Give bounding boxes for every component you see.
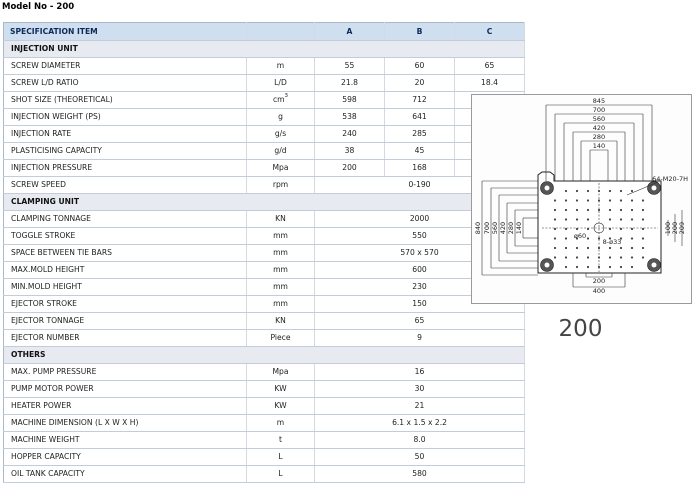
spec-item-cell: HEATER POWER (4, 398, 247, 415)
threaded-hole (565, 190, 567, 192)
table-row (4, 126, 525, 143)
unit-text: mm (273, 248, 288, 257)
threaded-hole (587, 266, 589, 268)
spec-item-cell: EJECTOR STROKE (4, 296, 247, 313)
bolt-pattern-label: 64-M20-7H (652, 175, 688, 183)
header-spec-item: SPECIFICATION ITEM (4, 23, 247, 41)
specification-table (3, 22, 525, 483)
value-cell: 0-190 (315, 177, 525, 194)
table-row (4, 279, 525, 296)
value-cell: 150 (315, 296, 525, 313)
unit-text: Piece (270, 333, 291, 342)
table-row (4, 75, 525, 92)
header-c: C (455, 23, 525, 41)
threaded-hole (609, 266, 611, 268)
threaded-hole (631, 199, 633, 201)
threaded-hole (587, 228, 589, 230)
table-row (4, 177, 525, 194)
unit-text: Mpa (272, 163, 289, 172)
table-row (4, 313, 525, 330)
table-row (4, 330, 525, 347)
unit-text: g/s (274, 129, 287, 138)
ejector-holes-label: 8-ø33 (602, 238, 622, 246)
spec-item-cell: SCREW SPEED (4, 177, 247, 194)
spec-item-cell: EJECTOR TONNAGE (4, 313, 247, 330)
threaded-hole (587, 237, 589, 239)
unit-cell (247, 381, 315, 398)
value-cell-c: 65 (455, 58, 525, 75)
threaded-hole (554, 256, 556, 258)
header-a: A (315, 23, 385, 41)
unit-cell (247, 143, 315, 160)
threaded-hole (598, 199, 600, 201)
spec-item-cell: MACHINE WEIGHT (4, 432, 247, 449)
header-b: B (385, 23, 455, 41)
threaded-hole (587, 199, 589, 201)
unit-cell (247, 58, 315, 75)
value-cell-b: 45 (385, 143, 455, 160)
left-dimension-label-560: 560 (491, 221, 499, 235)
threaded-hole (565, 247, 567, 249)
platen-drawing-svg (472, 95, 691, 303)
unit-cell (247, 398, 315, 415)
table-row (4, 364, 525, 381)
threaded-hole (576, 199, 578, 201)
table-row (4, 211, 525, 228)
threaded-hole (554, 209, 556, 211)
threaded-hole (587, 256, 589, 258)
unit-cell (247, 415, 315, 432)
unit-cell (247, 262, 315, 279)
right-dimension-label-209: 209 (678, 221, 686, 235)
threaded-hole (554, 199, 556, 201)
threaded-hole (565, 256, 567, 258)
right-dimension-label-100: 100 (664, 221, 672, 235)
table-row (4, 160, 525, 177)
unit-cell (247, 92, 315, 109)
section-row-clamping-unit (4, 194, 525, 211)
spec-item-cell: INJECTION PRESSURE (4, 160, 247, 177)
table-row (4, 109, 525, 126)
unit-text: m (276, 61, 285, 70)
table-row (4, 228, 525, 245)
value-cell: 50 (315, 449, 525, 466)
threaded-hole (576, 266, 578, 268)
threaded-hole (598, 256, 600, 258)
value-cell-c: 18.4 (455, 75, 525, 92)
spec-item-cell: INJECTION RATE (4, 126, 247, 143)
value-cell-b: 20 (385, 75, 455, 92)
table-row (4, 415, 525, 432)
spec-item-cell: SCREW DIAMETER (4, 58, 247, 75)
value-cell-b: 60 (385, 58, 455, 75)
threaded-hole (565, 228, 567, 230)
unit-cell (247, 109, 315, 126)
unit-text: L (278, 452, 283, 461)
threaded-hole (609, 256, 611, 258)
value-cell: 30 (315, 381, 525, 398)
threaded-hole (609, 218, 611, 220)
spec-item-cell: SHOT SIZE (THEORETICAL) (4, 92, 247, 109)
value-cell: 6.1 x 1.5 x 2.2 (315, 415, 525, 432)
unit-cell (247, 466, 315, 483)
header-unit (247, 23, 315, 41)
threaded-hole (554, 237, 556, 239)
unit-text: mm (273, 265, 288, 274)
table-row (4, 58, 525, 75)
platen-drawing (471, 94, 692, 304)
value-cell-a: 38 (315, 143, 385, 160)
threaded-hole (620, 218, 622, 220)
threaded-hole (620, 190, 622, 192)
spec-item-cell: MAX. PUMP PRESSURE (4, 364, 247, 381)
left-dimension-label-840: 840 (474, 221, 482, 235)
table-row (4, 432, 525, 449)
unit-text: KN (275, 316, 286, 325)
model-number-label: 200 (558, 316, 603, 342)
value-cell-a: 200 (315, 160, 385, 177)
threaded-hole (620, 228, 622, 230)
threaded-hole (565, 266, 567, 268)
threaded-hole (631, 237, 633, 239)
unit-text: mm (273, 282, 288, 291)
threaded-hole (587, 190, 589, 192)
table-row (4, 143, 525, 160)
tie-bar-hole-center (652, 263, 657, 268)
threaded-hole (620, 199, 622, 201)
value-cell: 65 (315, 313, 525, 330)
value-cell: 550 (315, 228, 525, 245)
spec-item-cell: SCREW L/D RATIO (4, 75, 247, 92)
threaded-hole (631, 247, 633, 249)
table-row (4, 466, 525, 483)
unit-text: t (279, 435, 282, 444)
unit-cell (247, 177, 315, 194)
threaded-hole (631, 266, 633, 268)
spec-item-cell: TOGGLE STROKE (4, 228, 247, 245)
unit-cell (247, 160, 315, 177)
unit-cell (247, 245, 315, 262)
top-dimension-label-280: 280 (592, 133, 606, 141)
threaded-hole (620, 247, 622, 249)
spec-item-cell: EJECTOR NUMBER (4, 330, 247, 347)
top-dimension-label-420: 420 (592, 124, 606, 132)
unit-cell (247, 279, 315, 296)
threaded-hole (598, 247, 600, 249)
value-cell-a: 598 (315, 92, 385, 109)
unit-text: cm (272, 95, 285, 104)
threaded-hole (554, 218, 556, 220)
unit-cell (247, 330, 315, 347)
threaded-hole (576, 228, 578, 230)
spec-item-cell: OIL TANK CAPACITY (4, 466, 247, 483)
threaded-hole (642, 209, 644, 211)
value-cell: 580 (315, 466, 525, 483)
spec-item-cell: SPACE BETWEEN TIE BARS (4, 245, 247, 262)
threaded-hole (642, 237, 644, 239)
threaded-hole (631, 256, 633, 258)
unit-text: KN (275, 214, 286, 223)
left-dimension-label-140: 140 (515, 221, 523, 235)
threaded-hole (565, 199, 567, 201)
top-dimension-label-700: 700 (592, 106, 606, 114)
threaded-hole (609, 190, 611, 192)
threaded-hole (554, 228, 556, 230)
unit-text: g (278, 112, 283, 121)
threaded-hole (609, 228, 611, 230)
table-row (4, 381, 525, 398)
value-cell: 2000 (315, 211, 525, 228)
threaded-hole (565, 209, 567, 211)
value-cell: 600 (315, 262, 525, 279)
tie-bar-hole-center (652, 186, 657, 191)
threaded-hole (576, 190, 578, 192)
top-dimension-label-845: 845 (592, 97, 606, 105)
top-dimension-label-140: 140 (592, 142, 606, 150)
threaded-hole (587, 218, 589, 220)
threaded-hole (642, 256, 644, 258)
threaded-hole (587, 209, 589, 211)
right-dimension-label-200: 200 (671, 221, 679, 235)
threaded-hole (598, 266, 600, 268)
unit-cell (247, 228, 315, 245)
threaded-hole (642, 228, 644, 230)
table-row (4, 449, 525, 466)
threaded-hole (609, 209, 611, 211)
value-cell-b: 712 (385, 92, 455, 109)
value-cell-b: 641 (385, 109, 455, 126)
top-dimension-label-560: 560 (592, 115, 606, 123)
spec-item-cell: PLASTICISING CAPACITY (4, 143, 247, 160)
threaded-hole (642, 199, 644, 201)
spec-item-cell: HOPPER CAPACITY (4, 449, 247, 466)
spec-item-cell: INJECTION WEIGHT (PS) (4, 109, 247, 126)
threaded-hole (631, 190, 633, 192)
threaded-hole (620, 256, 622, 258)
threaded-hole (587, 247, 589, 249)
threaded-hole (631, 218, 633, 220)
spec-item-cell: CLAMPING TONNAGE (4, 211, 247, 228)
unit-text: L/D (274, 78, 287, 87)
unit-cell (247, 211, 315, 228)
spec-item-cell: PUMP MOTOR POWER (4, 381, 247, 398)
unit-text: KW (274, 384, 287, 393)
unit-text: m (276, 418, 285, 427)
unit-superscript: 3 (284, 93, 289, 100)
threaded-hole (631, 228, 633, 230)
unit-cell (247, 432, 315, 449)
center-hole-diameter-label: ø60 (573, 232, 587, 240)
table-row (4, 398, 525, 415)
unit-text: KW (274, 401, 287, 410)
tie-bar-hole-center (545, 263, 550, 268)
section-title-others: OTHERS (4, 347, 525, 364)
unit-text: L (278, 469, 283, 478)
unit-cell (247, 313, 315, 330)
spec-item-cell: MACHINE DIMENSION (L X W X H) (4, 415, 247, 432)
bottom-dimension-label-400: 400 (592, 287, 606, 295)
table-row (4, 92, 525, 109)
unit-cell (247, 126, 315, 143)
value-cell-a: 55 (315, 58, 385, 75)
threaded-hole (598, 237, 600, 239)
left-dimension-label-280: 280 (507, 221, 515, 235)
value-cell: 9 (315, 330, 525, 347)
value-cell-b: 285 (385, 126, 455, 143)
unit-cell (247, 364, 315, 381)
threaded-hole (565, 237, 567, 239)
threaded-hole (609, 247, 611, 249)
section-row-injection-unit (4, 41, 525, 58)
table-row (4, 262, 525, 279)
left-dimension-label-700: 700 (483, 221, 491, 235)
threaded-hole (631, 209, 633, 211)
value-cell: 21 (315, 398, 525, 415)
tie-bar-hole-center (545, 186, 550, 191)
threaded-hole (620, 209, 622, 211)
threaded-hole (576, 209, 578, 211)
left-dimension-label-420: 420 (499, 221, 507, 235)
unit-text: g/d (274, 146, 287, 155)
value-cell-b: 168 (385, 160, 455, 177)
section-title-injection-unit: INJECTION UNIT (4, 41, 525, 58)
threaded-hole (609, 199, 611, 201)
unit-cell (247, 75, 315, 92)
page-title: Model No - 200 (2, 2, 75, 12)
value-cell: 570 x 570 (315, 245, 525, 262)
value-cell: 8.0 (315, 432, 525, 449)
unit-text: mm (273, 231, 288, 240)
threaded-hole (598, 190, 600, 192)
value-cell-a: 21.8 (315, 75, 385, 92)
section-title-clamping-unit: CLAMPING UNIT (4, 194, 525, 211)
table-header-row (4, 23, 525, 41)
table-row (4, 245, 525, 262)
table-row (4, 296, 525, 313)
bottom-dimension-label-200: 200 (592, 277, 606, 285)
threaded-hole (642, 218, 644, 220)
value-cell: 230 (315, 279, 525, 296)
unit-cell (247, 449, 315, 466)
threaded-hole (565, 218, 567, 220)
value-cell-a: 240 (315, 126, 385, 143)
spec-item-cell: MIN.MOLD HEIGHT (4, 279, 247, 296)
threaded-hole (598, 209, 600, 211)
spec-item-cell: MAX.MOLD HEIGHT (4, 262, 247, 279)
unit-text: Mpa (272, 367, 289, 376)
threaded-hole (576, 218, 578, 220)
threaded-hole (554, 247, 556, 249)
threaded-hole (576, 247, 578, 249)
threaded-hole (576, 256, 578, 258)
unit-text: rpm (272, 180, 289, 189)
threaded-hole (642, 247, 644, 249)
value-cell: 16 (315, 364, 525, 381)
value-cell-a: 538 (315, 109, 385, 126)
section-row-others (4, 347, 525, 364)
unit-text: mm (273, 299, 288, 308)
unit-cell (247, 296, 315, 313)
threaded-hole (620, 266, 622, 268)
